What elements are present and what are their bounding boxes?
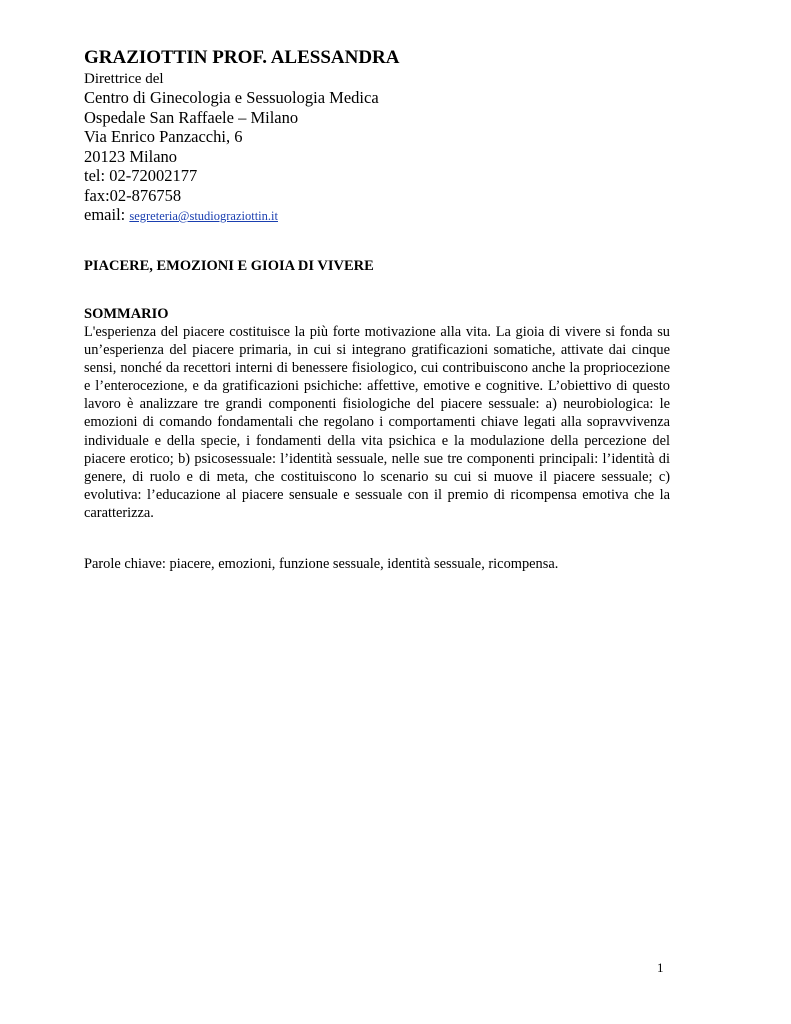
street-address: Via Enrico Panzacchi, 6 [84, 127, 243, 146]
email-label: email: [84, 205, 130, 224]
page-number: 1 [657, 960, 664, 975]
author-role: Direttrice del [84, 71, 164, 87]
author-name: GRAZIOTTIN PROF. ALESSANDRA [84, 47, 400, 68]
email-line [84, 205, 684, 226]
postal-city: 20123 Milano [84, 146, 178, 166]
summary-text: L'esperienza del piacere costituisce la più forte motivazione alla vita. La gioia di vivere si fonda su un’esperienza del piacere primaria, in cui si integrano gratificazioni somatiche, attivate dai cinque sensi, nonché da recettori interni di benessere fisiologico, cui contribuiscono anche la propriocezione e l’enterocezione, e da gratificazioni psichiche: affettive, emotive e cognitive. L’obiettivo di questo lavoro è analizzare tre grandi componenti fisiologiche del piacere sessuale: a) neurobiologica: le emozioni di comando fondamentali che regolano i comportamenti chiave legati alla sopravvivenza individuale e della specie, i fondamenti della vita psichica e la modulazione della percezione del piacere erotico; b) psicosessuale: l’identità sessuale, nelle sue tre componenti principali: l’identità di genere, di ruolo e di meta, che costituiscono lo scenario su cui si muove il piacere sessuale; c) evolutiva: l’educazione al piacere sensuale e sessuale con il premio di ricompensa emotiva che la caratterizza. [84, 324, 670, 521]
author-header [84, 46, 684, 226]
article-title: PIACERE, EMOZIONI E GIOIA DI VIVERE [84, 258, 374, 274]
hospital-name: Ospedale San Raffaele – Milano [84, 107, 299, 127]
summary-heading: SOMMARIO [84, 306, 169, 322]
keywords-line: Parole chiave: piacere, emozioni, funzione sessuale, identità sessuale, ricompensa. [84, 556, 559, 572]
email-link[interactable]: segreteria@studiograziottin.it [129, 209, 278, 223]
institution-name: Centro di Ginecologia e Sessuologia Medica [84, 88, 379, 107]
fax-number: fax:02-876758 [84, 185, 182, 205]
phone-number: tel: 02-72002177 [84, 166, 198, 185]
